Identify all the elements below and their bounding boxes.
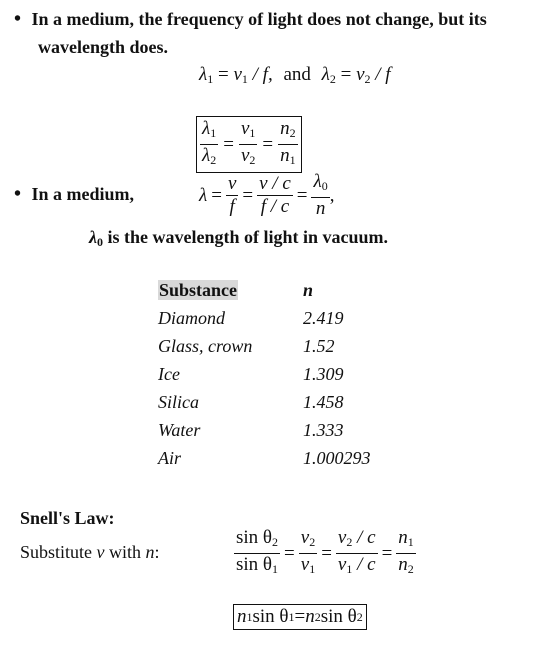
index-cell: 1.000293 — [303, 447, 371, 468]
index-cell: 1.309 — [303, 363, 344, 384]
table-header — [158, 276, 371, 304]
lambda1-symbol: λ — [199, 64, 208, 85]
lambda0-symbol: λ — [89, 227, 97, 247]
f2-symbol: / f — [370, 64, 391, 85]
sine-ratio: $\frac{\sin \theta_2}{\sin \theta_1}$ — [236, 527, 279, 576]
table-row — [158, 304, 371, 332]
velocity-over-c-ratio: $\frac{v_2 / c}{v_1 / c}$ — [337, 527, 376, 576]
substance-cell: Air — [158, 447, 182, 468]
bullet-1-line1: In a medium, the frequency of light does not change, but its — [31, 9, 487, 29]
bullet-1-marker: • — [14, 8, 22, 30]
substance-cell: Water — [158, 419, 201, 440]
v1-symbol: v — [233, 64, 242, 85]
index-ratio: $\frac{n_1}{n_2}$ — [398, 527, 414, 576]
snells-law-title: Snell's Law: — [20, 508, 115, 528]
bullet-1-line2: wavelength does. — [38, 37, 168, 57]
ratio-equation-box — [196, 116, 302, 173]
bullet-2-text: In a medium, — [31, 184, 135, 204]
v1-subscript: 1 — [241, 72, 248, 86]
snells-derivation: $\frac{\sin \theta_2}{\sin \theta_1}$ = $\frac{v_2}{v_1}$ = $\frac{v_2 / c}{v_1 / c}$ = $\frac{n_1}{n_2}$ — [234, 527, 416, 580]
lambda2-subscript: 2 — [329, 72, 336, 86]
table-row — [158, 444, 371, 472]
substitute-instruction: Substitute v with n: — [20, 542, 160, 562]
equals-sign: = — [223, 133, 234, 155]
v2-symbol: v — [356, 64, 365, 85]
table-row — [158, 416, 371, 444]
vacuum-wavelength-note — [89, 224, 388, 255]
wavelength-equation: $\lambda_1 = v_1 / f$, and $\lambda_2 = v_2 / f$ — [199, 64, 391, 86]
bullet-2 — [14, 181, 134, 207]
index-cell: 1.333 — [303, 419, 344, 440]
bullet-1 — [14, 6, 487, 32]
equals-sign: = — [262, 133, 274, 155]
index-cell: 1.458 — [303, 391, 344, 412]
lambda-symbol: λ — [199, 184, 208, 206]
table-row — [158, 360, 371, 388]
bullet-2-marker: • — [14, 183, 22, 205]
lambda-ratio: $\frac{\lambda_1}{\lambda_2}$ — [202, 118, 217, 167]
refractive-index-table — [158, 276, 371, 472]
velocity-ratio: $\frac{v_1}{v_2}$ — [240, 118, 256, 167]
header-n: n — [303, 279, 314, 300]
header-substance: Substance — [159, 279, 238, 300]
lambda0-subscript: 0 — [97, 235, 103, 249]
substance-cell: Diamond — [158, 307, 225, 328]
index-cell: 1.52 — [303, 335, 335, 356]
and-word: and — [283, 64, 311, 85]
note-text: is the wavelength of light in vacuum. — [103, 227, 389, 247]
lambda1-subscript: 1 — [207, 72, 214, 86]
substance-cell: Silica — [158, 391, 199, 412]
snells-law-final-box: n 1 sin θ 1 = n 2 sin θ 2 — [233, 604, 367, 630]
index-cell: 2.419 — [303, 307, 344, 328]
lambda2-symbol: λ — [321, 64, 330, 85]
medium-wavelength-equation: λ = $\frac{v}{f}$ = $\frac{v / c}{f / c}$ = $\frac{\lambda_0}{n}$ , — [199, 171, 335, 219]
table-row — [158, 388, 371, 416]
f1-symbol: / f, — [247, 64, 273, 85]
v2-subscript: 2 — [364, 72, 371, 86]
table-row — [158, 332, 371, 360]
index-ratio: $\frac{n_2}{n_1}$ — [280, 118, 296, 167]
velocity-ratio: $\frac{v_2}{v_1}$ — [300, 527, 316, 576]
substance-cell: Ice — [158, 363, 180, 384]
substance-cell: Glass, crown — [158, 335, 253, 356]
